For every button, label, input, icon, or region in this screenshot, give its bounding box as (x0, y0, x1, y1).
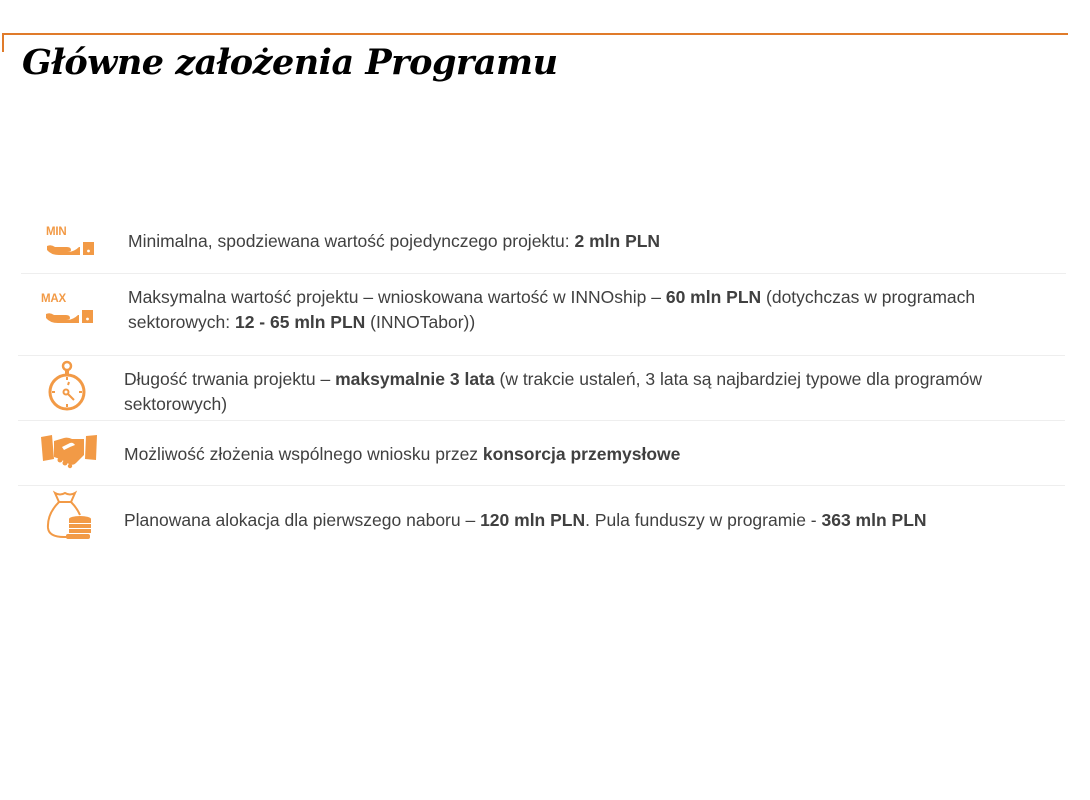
hand-max-icon (44, 306, 96, 324)
row-text-allocation (124, 508, 1064, 533)
row-text-plain: (INNOTabor)) (365, 312, 476, 332)
row-text-plain: Minimalna, spodziewana wartość pojedynczego projektu: (128, 231, 575, 251)
frame-top-line (2, 33, 1068, 35)
row-text-plain: Maksymalna wartość projektu – wnioskowana wartość w INNOship – (128, 287, 666, 307)
row-text-plain: (w trakcie ustaleń, 3 lata są najbardziej typowe dla programów sektorowych) (124, 369, 982, 414)
hand-min-icon (45, 238, 97, 256)
max-label: MAX (41, 293, 66, 305)
allocation-value: 120 mln PLN (480, 510, 586, 530)
divider (18, 420, 1065, 421)
min-value: 2 mln PLN (574, 231, 661, 251)
divider (18, 355, 1065, 356)
row-text-consortium (124, 442, 1024, 467)
divider (21, 273, 1066, 274)
sector-range-value: 12 - 65 mln PLN (234, 312, 366, 332)
consortium-value: konsorcja przemysłowe (482, 444, 681, 464)
row-text-min (128, 229, 1048, 254)
divider (18, 485, 1065, 486)
max-value: 60 mln PLN (665, 287, 762, 307)
row-text-max (128, 285, 1008, 335)
money-bag-coins-icon (46, 490, 96, 542)
handshake-icon (40, 433, 98, 469)
row-text-plain: . Pula funduszy w programie - (585, 510, 822, 530)
row-text-plain: Planowana alokacja dla pierwszego naboru – (124, 510, 481, 530)
page-title: Główne założenia Programu (22, 42, 558, 83)
duration-value: maksymalnie 3 lata (335, 369, 495, 389)
row-text-plain: Możliwość złożenia wspólnego wniosku przez (124, 444, 483, 464)
row-text-plain: (dotychczas w programach sektorowych: (128, 287, 976, 332)
stopwatch-icon (45, 360, 89, 414)
row-text-duration (124, 367, 1024, 417)
min-label: MIN (46, 226, 67, 238)
fund-pool-value: 363 mln PLN (821, 510, 927, 530)
row-text-plain: Długość trwania projektu – (124, 369, 336, 389)
frame-left-tick (2, 33, 4, 52)
